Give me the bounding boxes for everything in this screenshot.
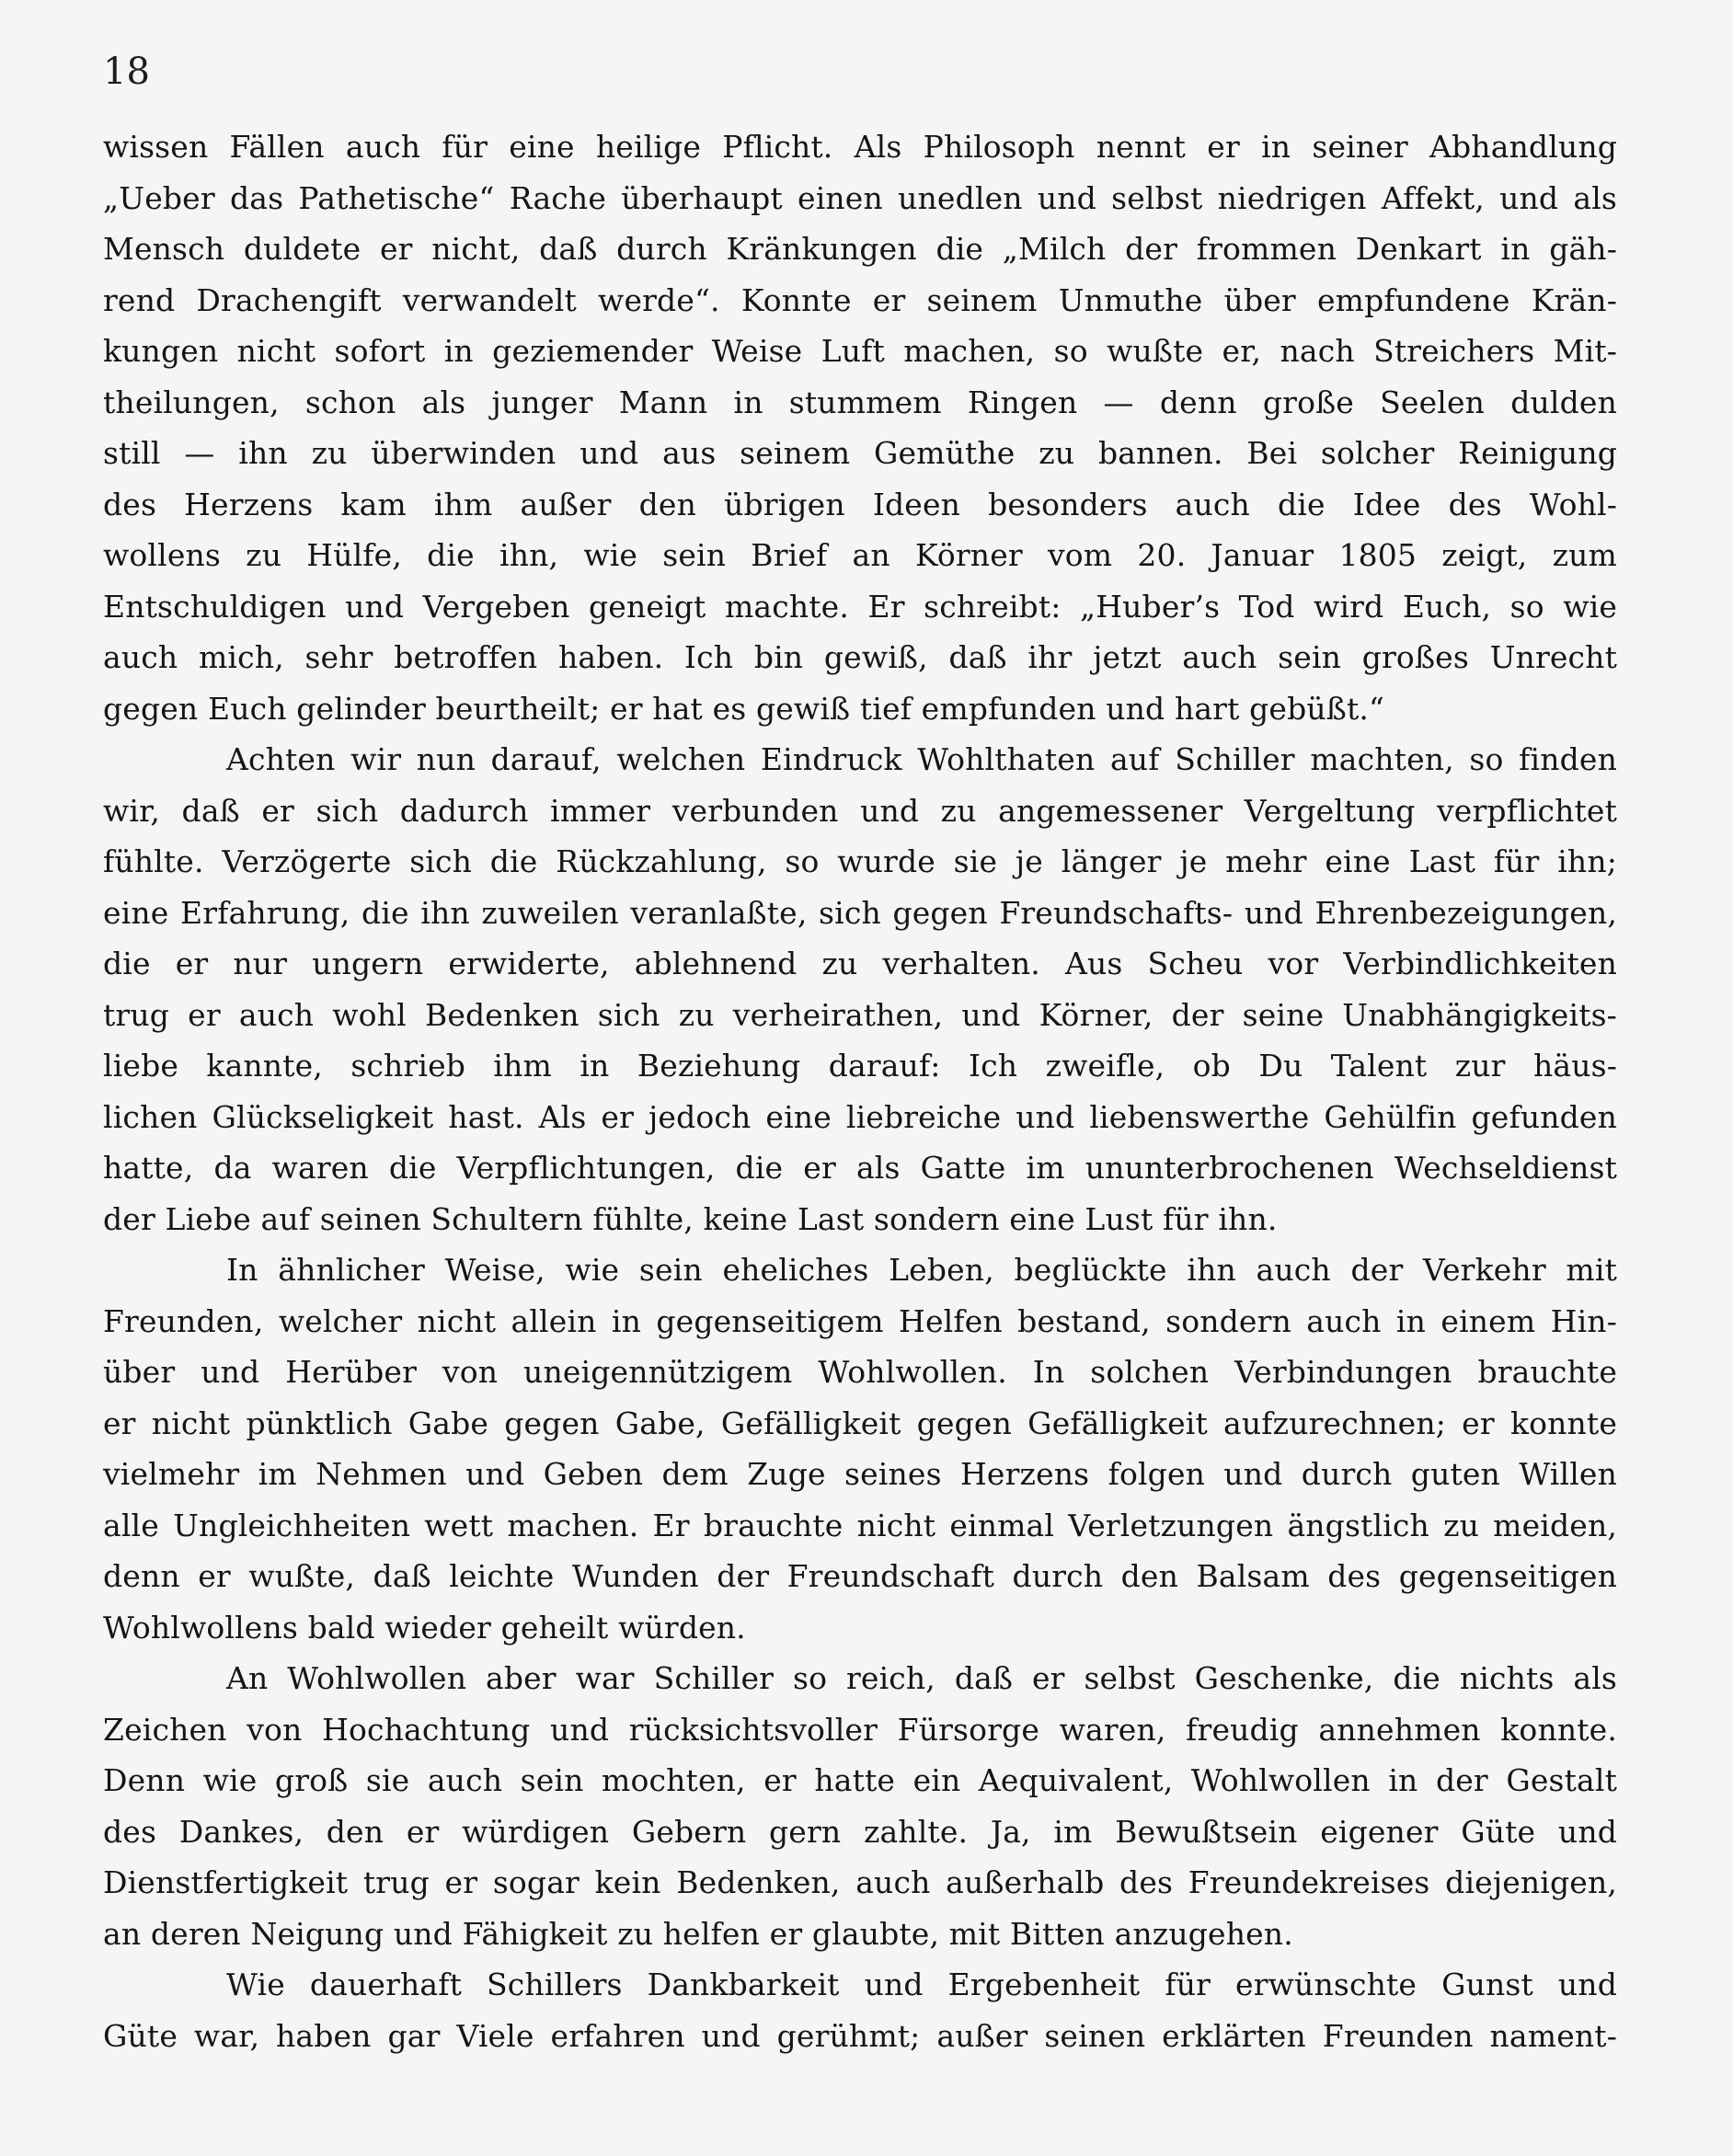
text-line: wir, daß er sich dadurch immer verbunden und zu angemessener Vergeltung verpflichtet: [103, 792, 1617, 829]
text-line: In ähnlicher Weise, wie sein eheliches Leben, beglückte ihn auch der Verkehr mit: [226, 1252, 1617, 1288]
text-line: die er nur ungern erwiderte, ablehnend zu verhalten. Aus Scheu vor Verbindlichkeiten: [103, 946, 1617, 981]
text-line: theilungen, schon als junger Mann in stummem Ringen — denn große Seelen dulden: [103, 384, 1617, 420]
text-line: der Liebe auf seinen Schultern fühlte, keine Last sondern eine Lust für ihn.: [103, 1200, 1278, 1237]
text-line: lichen Glückseligkeit hast. Als er jedoch eine liebreiche und liebenswerthe Gehülfin gefunden: [103, 1098, 1617, 1135]
text-line: wollens zu Hülfe, die ihn, wie sein Brief an Körner vom 20. Januar 1805 zeigt, zum: [103, 537, 1617, 573]
text-line: still — ihn zu überwinden und aus seinem Gemüthe zu bannen. Bei solcher Reinigung: [103, 435, 1617, 471]
page-number: 18: [103, 51, 150, 93]
text-line: Mensch duldete er nicht, daß durch Kränkungen die „Milch der frommen Denkart in gäh-: [103, 231, 1617, 267]
text-line: über und Herüber von uneigennützigem Wohlwollen. In solchen Verbindungen brauchte: [103, 1354, 1617, 1390]
text-line: fühlte. Verzögerte sich die Rückzahlung, so wurde sie je länger je mehr eine Last für ihn;: [103, 843, 1617, 879]
text-line: gegen Euch gelinder beurtheilt; er hat es gewiß tief empfunden und hart gebüßt.“: [103, 690, 1385, 727]
text-line: denn er wußte, daß leichte Wunden der Freundschaft durch den Balsam des gegenseitigen: [103, 1558, 1617, 1594]
text-line: Güte war, haben gar Viele erfahren und gerühmt; außer seinen erklärten Freunden nament-: [103, 2017, 1617, 2054]
text-line: kungen nicht sofort in geziemender Weise Luft machen, so wußte er, nach Streichers Mit-: [103, 333, 1617, 369]
text-line: Denn wie groß sie auch sein mochten, er hatte ein Aequivalent, Wohlwollen in der Gestalt: [103, 1762, 1617, 1798]
text-line: liebe kannte, schrieb ihm in Beziehung darauf: Ich zweifle, ob Du Talent zur häus-: [103, 1048, 1617, 1084]
text-line: an deren Neigung und Fähigkeit zu helfen er glaubte, mit Bitten anzugehen.: [103, 1915, 1293, 1952]
text-line: wissen Fällen auch für eine heilige Pflicht. Als Philosoph nennt er in seiner Abhandlung: [103, 129, 1617, 165]
text-line: Wohlwollens bald wieder geheilt würden.: [103, 1609, 746, 1646]
text-line: Wie dauerhaft Schillers Dankbarkeit und Ergebenheit für erwünschte Gunst und: [226, 1967, 1617, 2002]
text-line: Entschuldigen und Vergeben geneigt machte. Er schreibt: „Huber’s Tod wird Euch, so wie: [103, 588, 1617, 625]
text-line: Zeichen von Hochachtung und rücksichtsvoller Fürsorge waren, freudig annehmen konnte.: [103, 1711, 1617, 1748]
text-line: auch mich, sehr betroffen haben. Ich bin gewiß, daß ihr jetzt auch sein großes Unrecht: [103, 639, 1617, 675]
text-line: Dienstfertigkeit trug er sogar kein Bedenken, auch außerhalb des Freundekreises diejenigen,: [103, 1864, 1617, 1900]
text-line: An Wohlwollen aber war Schiller so reich, daß er selbst Geschenke, die nichts als: [226, 1660, 1617, 1696]
text-line: Achten wir nun darauf, welchen Eindruck Wohlthaten auf Schiller machten, so finden: [226, 741, 1617, 777]
text-line: des Dankes, den er würdigen Gebern gern zahlte. Ja, im Bewußtsein eigener Güte und: [103, 1813, 1617, 1850]
text-line: Freunden, welcher nicht allein in gegenseitigem Helfen bestand, sondern auch in einem Hin-: [103, 1302, 1617, 1339]
text-line: trug er auch wohl Bedenken sich zu verheirathen, und Körner, der seine Unabhängigkeits-: [103, 996, 1617, 1033]
text-line: vielmehr im Nehmen und Geben dem Zuge seines Herzens folgen und durch guten Willen: [103, 1456, 1617, 1492]
text-line: eine Erfahrung, die ihn zuweilen veranlaßte, sich gegen Freundschafts- und Ehrenbezeigungen,: [103, 894, 1617, 931]
text-line: alle Ungleichheiten wett machen. Er brauchte nicht einmal Verletzungen ängstlich zu meiden,: [103, 1507, 1617, 1543]
text-line: hatte, da waren die Verpflichtungen, die er als Gatte im ununterbrochenen Wechseldienst: [103, 1150, 1617, 1186]
text-line: des Herzens kam ihm außer den übrigen Ideen besonders auch die Idee des Wohl-: [103, 486, 1617, 522]
body-text: [103, 121, 1617, 2061]
text-line: „Ueber das Pathetische“ Rache überhaupt einen unedlen und selbst niedrigen Affekt, und als: [103, 179, 1617, 216]
text-line: er nicht pünktlich Gabe gegen Gabe, Gefälligkeit gegen Gefälligkeit aufzurechnen; er konnte: [103, 1405, 1617, 1441]
text-line: rend Drachengift verwandelt werde“. Konnte er seinem Unmuthe über empfundene Krän-: [103, 281, 1617, 318]
